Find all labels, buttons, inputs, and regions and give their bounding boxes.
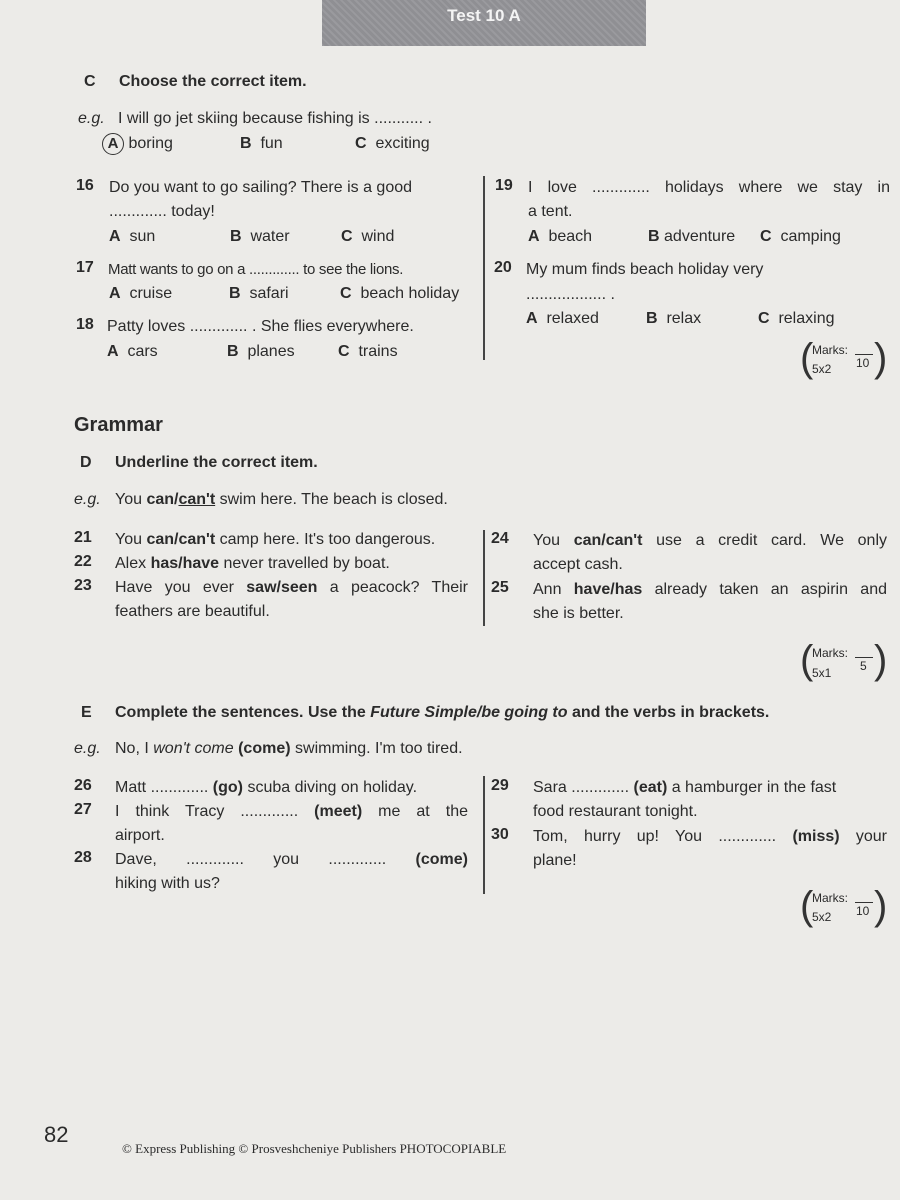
close-paren: ): [874, 884, 888, 928]
item-17-number: 17: [76, 259, 94, 276]
verb-in-brackets: (meet): [314, 803, 363, 820]
item-16-option-c: [341, 225, 394, 249]
eg-answer: won't come: [153, 740, 234, 757]
section-c-eg-option-a: [102, 132, 173, 156]
option-text: cruise: [129, 285, 173, 302]
marks-box-d: [800, 638, 888, 684]
item-19-option-a: [528, 225, 592, 249]
option-text: boring: [128, 135, 173, 152]
section-e-eg-sentence: [115, 737, 463, 761]
marks-label: Marks:: [812, 343, 848, 357]
marks-formula: 5x2: [812, 910, 832, 924]
item-20-option-a: [526, 307, 599, 331]
item-18-option-b: [227, 340, 295, 364]
item-18-question: Patty loves ............. . She flies everywhere.: [107, 318, 414, 335]
marks-formula: 5x1: [812, 666, 832, 680]
marks-blank-line: [855, 657, 873, 658]
choice-options: can/can't: [146, 531, 216, 548]
circled-answer-a: A: [102, 133, 124, 155]
option-letter: B: [227, 343, 239, 360]
verb-in-brackets: (come): [415, 851, 468, 868]
section-d-eg-sentence: [115, 488, 448, 512]
item-28-line2: hiking with us?: [115, 875, 220, 892]
item-28-sentence: [115, 848, 468, 872]
option-text: relax: [666, 310, 702, 327]
section-c-instruction: Choose the correct item.: [119, 73, 307, 90]
item-29-line2: food restaurant tonight.: [533, 803, 698, 820]
sentence-pre: Dave, ............. you .............: [115, 851, 416, 868]
option-letter: B: [646, 310, 658, 327]
option-letter: A: [109, 228, 121, 245]
eg-post: swim here. The beach is closed.: [215, 491, 448, 508]
item-19-line1: I love ............. holidays where we stay in: [528, 179, 890, 196]
item-27-sentence: [115, 800, 468, 824]
eg-post: swimming. I'm too tired.: [290, 740, 463, 757]
item-17-option-b: [229, 282, 289, 306]
instruction-italic: Future Simple/be going to: [370, 704, 568, 721]
grammar-heading: Grammar: [74, 414, 163, 436]
item-26-number: 26: [74, 777, 92, 794]
item-25-number: 25: [491, 579, 509, 596]
item-28-number: 28: [74, 849, 92, 866]
item-16-line2: ............. today!: [109, 203, 215, 220]
item-30-sentence: [533, 825, 887, 849]
item-19-option-c: [760, 225, 841, 249]
choice-options: has/have: [150, 555, 220, 572]
verb-in-brackets: (go): [212, 779, 243, 796]
item-18-number: 18: [76, 316, 94, 333]
instruction-post: and the verbs in brackets.: [567, 704, 770, 721]
column-divider-c: [483, 176, 485, 360]
sentence-pre: Alex: [115, 555, 151, 572]
item-30-line2: plane!: [533, 852, 577, 869]
option-text: beach: [548, 228, 593, 245]
item-21-sentence: [115, 528, 435, 552]
option-letter: C: [341, 228, 353, 245]
section-c-eg-option-c: [355, 132, 430, 156]
option-letter: B: [230, 228, 242, 245]
item-24-line2: accept cash.: [533, 556, 623, 573]
sentence-post: use a credit card. We only: [642, 532, 888, 549]
item-23-line2: feathers are beautiful.: [115, 603, 270, 620]
sentence-pre: You: [115, 531, 147, 548]
sentence-post: a peacock? Their: [317, 579, 468, 596]
section-d-letter: D: [80, 454, 92, 471]
close-paren: ): [874, 336, 888, 380]
option-text: water: [250, 228, 290, 245]
option-text: safari: [249, 285, 289, 302]
open-paren: (: [800, 638, 814, 682]
item-20-line2: .................. .: [526, 286, 615, 303]
column-divider-e: [483, 776, 485, 894]
item-25-sentence: [533, 578, 887, 602]
choice-options: have/has: [573, 581, 643, 598]
marks-label: Marks:: [812, 646, 848, 660]
option-text: relaxing: [778, 310, 835, 327]
open-paren: (: [800, 336, 814, 380]
item-23-number: 23: [74, 577, 92, 594]
sentence-post: camp here. It's too dangerous.: [215, 531, 436, 548]
option-letter: C: [340, 285, 352, 302]
marks-box-e: [800, 884, 888, 930]
marks-blank-line: [855, 354, 873, 355]
sentence-pre: Ann: [533, 581, 574, 598]
choice-options: can/can't: [573, 532, 643, 549]
sentence-pre: Matt .............: [115, 779, 213, 796]
option-text: exciting: [375, 135, 430, 152]
option-letter: C: [758, 310, 770, 327]
sentence-post: a hamburger in the fast: [667, 779, 837, 796]
item-24-number: 24: [491, 530, 509, 547]
item-16-line1: Do you want to go sailing? There is a good: [109, 179, 413, 196]
item-17-question: Matt wants to go on a ............. to see the lions.: [108, 261, 404, 278]
option-letter: A: [107, 343, 119, 360]
marks-formula: 5x2: [812, 362, 832, 376]
item-29-sentence: [533, 776, 836, 800]
option-text: sun: [129, 228, 156, 245]
marks-total: 10: [856, 904, 870, 918]
sentence-pre: Sara .............: [533, 779, 634, 796]
sentence-pre: Tom, hurry up! You .............: [533, 828, 793, 845]
section-e-letter: E: [81, 704, 92, 721]
eg-verb: (come): [233, 740, 291, 757]
sentence-post: me at the: [362, 803, 468, 820]
sentence-post: never travelled by boat.: [219, 555, 390, 572]
open-paren: (: [800, 884, 814, 928]
option-letter: C: [760, 228, 772, 245]
marks-total: 5: [860, 659, 867, 673]
sentence-pre: Have you ever: [115, 579, 247, 596]
eg-pre: No, I: [115, 740, 154, 757]
item-30-number: 30: [491, 826, 509, 843]
option-text: wind: [361, 228, 395, 245]
option-letter: B: [648, 228, 660, 245]
item-19-option-b: [648, 225, 735, 249]
option-text: trains: [358, 343, 398, 360]
item-22-number: 22: [74, 553, 92, 570]
option-text: planes: [247, 343, 295, 360]
option-text: cars: [127, 343, 158, 360]
item-16-option-a: [109, 225, 155, 249]
item-23-sentence: [115, 576, 468, 600]
item-22-sentence: [115, 552, 390, 576]
option-text: fun: [260, 135, 283, 152]
test-banner: [322, 0, 646, 46]
section-c-eg-label: e.g.: [78, 110, 105, 127]
item-27-number: 27: [74, 801, 92, 818]
item-19-line2: a tent.: [528, 203, 573, 220]
item-17-option-a: [109, 282, 172, 306]
section-e-instruction: [115, 704, 769, 722]
option-text: beach holiday: [360, 285, 460, 302]
page-number: 82: [44, 1122, 69, 1147]
item-16-option-b: [230, 225, 290, 249]
option-letter: C: [355, 135, 367, 152]
item-21-number: 21: [74, 529, 92, 546]
section-e-eg-label: e.g.: [74, 740, 101, 757]
sentence-post: already taken an aspirin and: [642, 581, 888, 598]
choice-options: saw/seen: [246, 579, 318, 596]
option-letter: B: [240, 135, 252, 152]
eg-underlined-answer: can't: [178, 491, 216, 508]
item-19-number: 19: [495, 177, 513, 194]
item-16-question: [109, 176, 474, 224]
marks-total: 10: [856, 356, 870, 370]
section-c-eg-option-b: [240, 132, 283, 156]
section-c-letter: C: [84, 73, 96, 90]
marks-blank-line: [855, 902, 873, 903]
option-text: relaxed: [546, 310, 599, 327]
copyright-footer: © Express Publishing © Prosveshcheniye Publishers PHOTOCOPIABLE: [122, 1141, 507, 1156]
eg-option-1: can/: [146, 491, 179, 508]
close-paren: ): [874, 638, 888, 682]
item-27-line2: airport.: [115, 827, 165, 844]
sentence-post: your: [839, 828, 887, 845]
sentence-pre: You: [533, 532, 574, 549]
section-d-eg-label: e.g.: [74, 491, 101, 508]
option-letter: A: [526, 310, 538, 327]
item-29-number: 29: [491, 777, 509, 794]
option-text: adventure: [664, 228, 736, 245]
column-divider-d: [483, 530, 485, 626]
item-18-option-c: [338, 340, 398, 364]
section-c-eg-text: I will go jet skiing because fishing is ........... .: [118, 110, 432, 127]
eg-pre: You: [115, 491, 147, 508]
section-d-instruction: Underline the correct item.: [115, 454, 318, 471]
test-title: Test 10 A: [447, 6, 521, 25]
item-16-number: 16: [76, 177, 94, 194]
verb-in-brackets: (miss): [792, 828, 840, 845]
verb-in-brackets: (eat): [633, 779, 668, 796]
item-25-line2: she is better.: [533, 605, 624, 622]
option-letter: B: [229, 285, 241, 302]
option-letter: A: [528, 228, 540, 245]
instruction-pre: Complete the sentences. Use the: [115, 704, 371, 721]
marks-box-c: [800, 336, 888, 382]
item-17-option-c: [340, 282, 459, 306]
sentence-post: scuba diving on holiday.: [243, 779, 418, 796]
option-letter: C: [338, 343, 350, 360]
item-20-option-b: [646, 307, 701, 331]
item-26-sentence: [115, 776, 417, 800]
item-20-option-c: [758, 307, 834, 331]
item-20-line1: My mum finds beach holiday very: [526, 261, 764, 278]
item-24-sentence: [533, 529, 887, 553]
item-18-option-a: [107, 340, 158, 364]
sentence-pre: I think Tracy .............: [115, 803, 315, 820]
marks-label: Marks:: [812, 891, 848, 905]
item-20-number: 20: [494, 259, 512, 276]
option-letter: A: [109, 285, 121, 302]
option-text: camping: [780, 228, 841, 245]
